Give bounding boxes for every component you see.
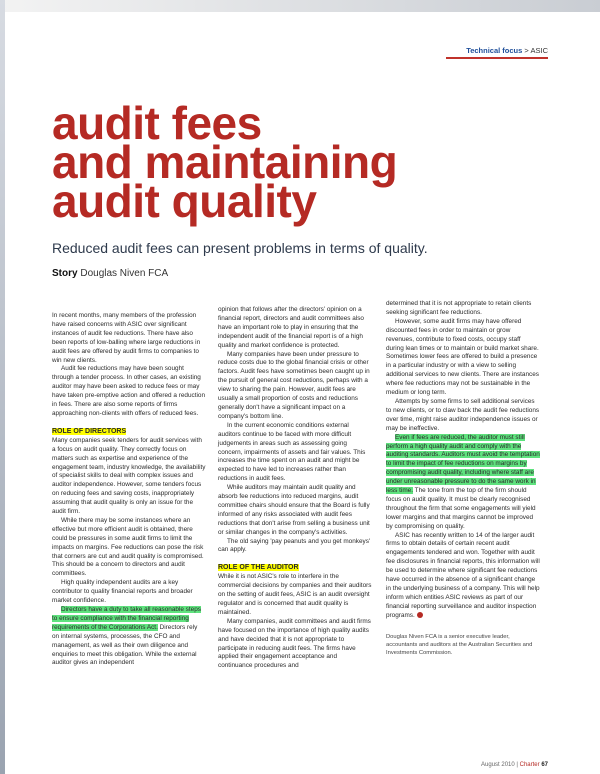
- highlight: Directors have a duty to take all reasonable steps to ensure compliance with the financial reporting requirements of the Corporations Act.: [52, 606, 201, 631]
- paragraph: In recent months, many members of the profession have raised concerns with ASIC over significant instances of audit fee reductions. There have also been reports of low-balling where large reductions in audit fees are offered by audit firms to companies to win new clients.: [52, 312, 201, 364]
- column-1: [52, 312, 206, 668]
- column-3: [386, 300, 540, 657]
- paragraph: While there may be some instances where an effective but more efficient audit is obtained, there could be pressures in some audit firms to limit the impacts on margins. Fee reductions can pose the risk that corners are cut and audit quality is compromised. This should be a concern to directors and audit committees.: [52, 516, 204, 578]
- byline: [52, 268, 168, 279]
- paragraph-text: Directors rely on internal systems, processes, the CFO and management, as well as their own diligence and enquiries to meet this obligation. While the external auditor gives an independent: [52, 623, 198, 667]
- paragraph: While it is not ASIC's role to interfere in the commercial decisions by companies and their auditors on the setting of audit fees, ASIC is an audit oversight regulator and is concerned that audit quality is maintained.: [218, 573, 372, 616]
- paragraph: Many companies have been under pressure to reduce costs due to the global financial crisis or other factors. Audit fees have sometimes been caught up in the pursuit of general cost reductions, perhaps with a view to sharing the pain. However, audit fees are usually a small proportion of costs and reductions generally don't have a significant impact on a company's bottom line.: [218, 350, 370, 420]
- paragraph: [52, 606, 206, 668]
- headline-line-1: audit fees: [52, 97, 262, 149]
- paragraph: [386, 532, 540, 621]
- byline-label: Story: [52, 268, 78, 279]
- page-edge: [0, 0, 5, 774]
- paragraph: determined that it is not appropriate to retain clients seeking significant fee reductions.: [386, 300, 532, 316]
- top-band: [0, 0, 600, 12]
- section-topic: ASIC: [530, 46, 548, 55]
- paragraph: Audit fee reductions may have been sought through a tender process. In other cases, an existing auditor may have been asked to reduce fees or may have taken pre-emptive action and offered a reduction in fees. There are also some reports of firms approaching non-clients with offers of reduced fees.: [52, 365, 206, 417]
- paragraph: Many companies seek tenders for audit services with a focus on audit quality. They correctly focus on matters such as expertise and experience of the engagement team, industry knowledge, the availability of specialist skills to deal with complex issues and auditor independence. However, some tenders focus on reducing fees and saving costs, inappropriately assuming that audit quality is only an issue for the audit firm.: [52, 436, 206, 516]
- heading-text: ROLE OF DIRECTORS: [52, 427, 127, 435]
- headline-line-2: and maintaining: [52, 136, 398, 188]
- page-footer: [481, 762, 548, 768]
- section-rule: [446, 57, 548, 59]
- footer-separator: |: [516, 762, 518, 768]
- paragraph: However, some audit firms may have offered discounted fees in order to maintain or grow revenues, contribute to fixed costs, occupy staff during lean times or to maintain or build market share. Sometimes lower fees are offered to build a presence in a particular industry or with a view to selling additional services to new clients. There are instances where fee reductions may not be sustainable in the medium or long term.: [386, 317, 539, 397]
- author-note: Douglas Niven FCA is a senior executive leader, accountants and auditors at the Australian Securities and Investments Commission.: [386, 633, 533, 656]
- heading-text: ROLE OF THE AUDITOR: [218, 564, 299, 572]
- page-number: 67: [541, 762, 548, 768]
- section-tag: [466, 46, 548, 55]
- issue-date: August 2010: [481, 762, 515, 768]
- subheading: Reduced audit fees can present problems in terms of quality.: [52, 240, 428, 256]
- magazine-name: Charter: [519, 762, 540, 768]
- paragraph-text: The tone from the top of the firm should focus on audit quality. It must be clearly recognised throughout the firm that some engagements will yield lower margins and that margins cannot be improved by compromising on quality.: [386, 487, 536, 530]
- paragraph-text: ASIC has recently written to 14 of the larger audit firms to obtain details of certain recent audit engagements tendered and won. Together with audit fee disclosures in financial reports, this information will be used to determine where significant fee reductions have occurred in the absence of a significant change in the underlying business of a company. This will help inform which entities ASIC reviews as part of our financial reporting surveillance and auditor inspection programs.: [386, 531, 540, 619]
- paragraph: Attempts by some firms to sell additional services to new clients, or to claw back the audit fee reductions over time, might raise auditor independence issues or may be ineffective.: [386, 397, 540, 432]
- section-focus: Technical focus: [466, 46, 523, 55]
- byline-author: Douglas Niven FCA: [80, 268, 169, 279]
- paragraph: In the current economic conditions external auditors continue to be faced with more difficult judgements in areas such as assessing going concern, impairments of assets and fair values. This increases the time spent on an audit and might be expected to have led to increases rather than reductions in audit fees.: [218, 421, 366, 483]
- headline-line-3: audit quality: [52, 175, 317, 227]
- section-heading: [52, 428, 206, 437]
- paragraph: Many companies, audit committees and audit firms have focused on the importance of high quality audits and have decided that it is not appropriate to participate in reducing audit fees. The firms have applied their engagement acceptance and continuance procedures and: [218, 617, 371, 670]
- highlight: Even if fees are reduced, the auditor must still perform a high quality audit and comply with the auditing standards. Auditors must avoid the temptation to limit the impact of fee reductions on margins by compromising audit quality, including where staff are under unreasonable pressure to do the same work in less time.: [386, 433, 540, 495]
- section-heading: [218, 564, 372, 573]
- paragraph: While auditors may maintain audit quality and absorb fee reductions into reduced margins, audit committee chairs should ensure that the Board is fully informed of any risks associated with audit fees reductions that don't arise from selling a business unit or similar changes in the company's activities.: [218, 484, 370, 536]
- headline: [52, 97, 398, 227]
- paragraph: opinion that follows after the directors' opinion on a financial report, directors and audit committees also have an important role to play in ensuring that the independent audit of the financial report is of a high quality and market confidence is protected.: [218, 306, 364, 349]
- column-2: [218, 306, 372, 671]
- paragraph: [386, 434, 540, 532]
- end-mark-icon: [417, 612, 423, 618]
- paragraph: High quality independent audits are a key contributor to quality financial reports and broader market confidence.: [52, 579, 193, 605]
- paragraph: The old saying 'pay peanuts and you get monkeys' can apply.: [218, 537, 371, 554]
- section-separator: >: [524, 46, 529, 55]
